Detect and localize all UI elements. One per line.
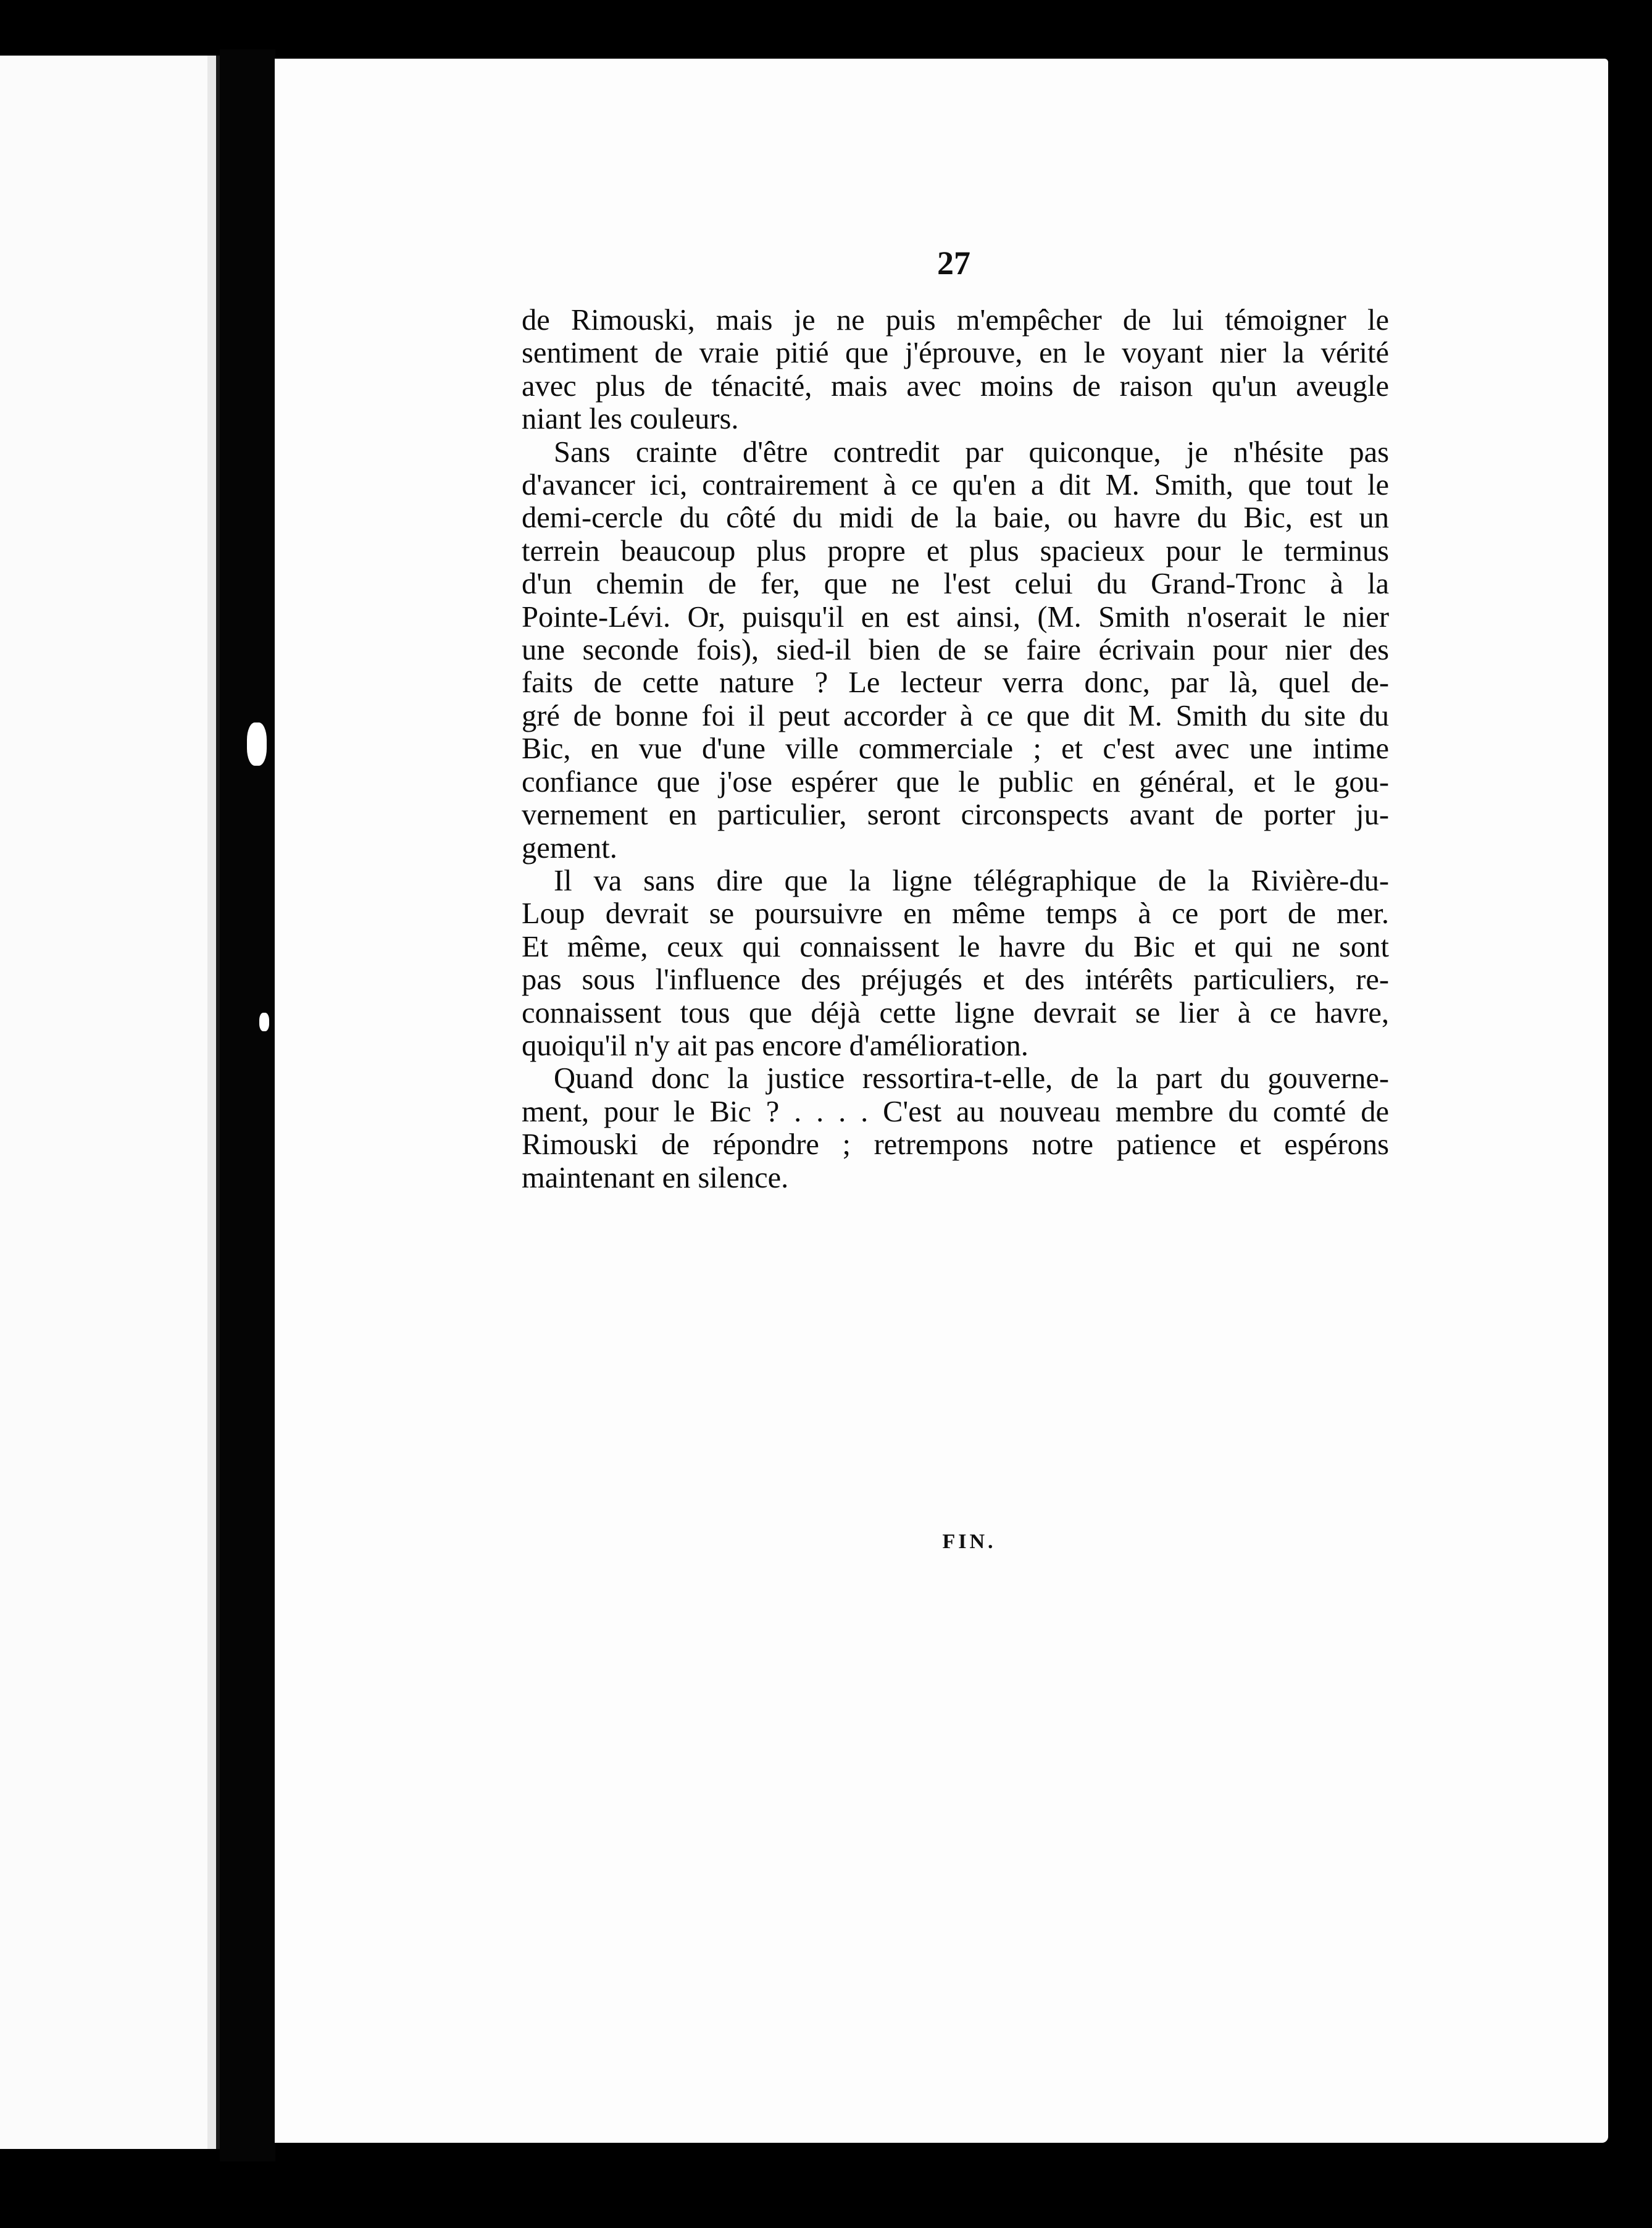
paragraph-3 (522, 865, 1389, 1062)
text-line: Pointe-Lévi. Or, puisqu'il en est ainsi, (M. Smith n'oserait le nier (522, 600, 1389, 634)
text-line: terrein beaucoup plus propre et plus spacieux pour le terminus (522, 534, 1389, 567)
text-line: vernement en particulier, seront circonspects avant de porter ju- (522, 798, 1389, 832)
text-line: avec plus de ténacité, mais avec moins de raison qu'un aveugle (522, 369, 1389, 403)
paper-speck (247, 722, 267, 766)
text-line: Bic, en vue d'une ville commerciale ; et c'est avec une intime (522, 732, 1389, 766)
text-line: connaissent tous que déjà cette ligne devrait se lier à ce havre, (522, 996, 1389, 1029)
text-line: confiance que j'ose espérer que le public en général, et le gou- (522, 765, 1389, 798)
text-line: de Rimouski, mais je ne puis m'empêcher de lui témoigner le (522, 304, 1389, 337)
text-line: une seconde fois), sied-il bien de se faire écrivain pour nier des (522, 634, 1389, 667)
facing-page-edge (0, 56, 220, 2149)
text-line: d'avancer ici, contrairement à ce qu'en a dit M. Smith, que tout le (522, 469, 1389, 502)
text-line: Rimouski de répondre ; retrempons notre patience et espérons (522, 1128, 1389, 1162)
paragraph-4 (522, 1062, 1389, 1194)
text-line: niant les couleurs. (522, 403, 739, 436)
text-line: d'un chemin de fer, que ne l'est celui du Grand-Tronc à la (522, 567, 1389, 601)
text-line: Il va sans dire que la ligne télégraphique de la Rivière-du- (554, 864, 1389, 897)
text-line: pas sous l'influence des préjugés et des intérêts particuliers, re- (522, 963, 1389, 997)
book-gutter (220, 49, 275, 2161)
text-line: Sans crainte d'être contredit par quiconque, je n'hésite pas (554, 435, 1389, 469)
paragraph-1 (522, 304, 1389, 436)
body-text (522, 304, 1389, 1194)
text-line: ment, pour le Bic ? . . . . C'est au nouveau membre du comté de (522, 1095, 1389, 1128)
text-line: Et même, ceux qui connaissent le havre du Bic et qui ne sont (522, 930, 1389, 963)
page-number: 27 (937, 245, 970, 282)
end-mark: FIN. (942, 1530, 996, 1553)
text-line: quoiqu'il n'y ait pas encore d'amélioration. (522, 1029, 1028, 1062)
text-line: Quand donc la justice ressortira-t-elle, de la part du gouverne- (554, 1062, 1389, 1095)
paper-speck (259, 1013, 269, 1031)
text-line: gement. (522, 831, 617, 865)
text-line: demi-cercle du côté du midi de la baie, ou havre du Bic, est un (522, 501, 1389, 535)
paragraph-2 (522, 436, 1389, 865)
text-line: faits de cette nature ? Le lecteur verra donc, par là, quel de- (522, 666, 1389, 700)
text-line: sentiment de vraie pitié que j'éprouve, en le voyant nier la vérité (522, 337, 1389, 370)
text-line: Loup devrait se poursuivre en même temps à ce port de mer. (522, 897, 1389, 931)
text-line: gré de bonne foi il peut accorder à ce que dit M. Smith du site du (522, 699, 1389, 732)
text-line: maintenant en silence. (522, 1161, 789, 1194)
